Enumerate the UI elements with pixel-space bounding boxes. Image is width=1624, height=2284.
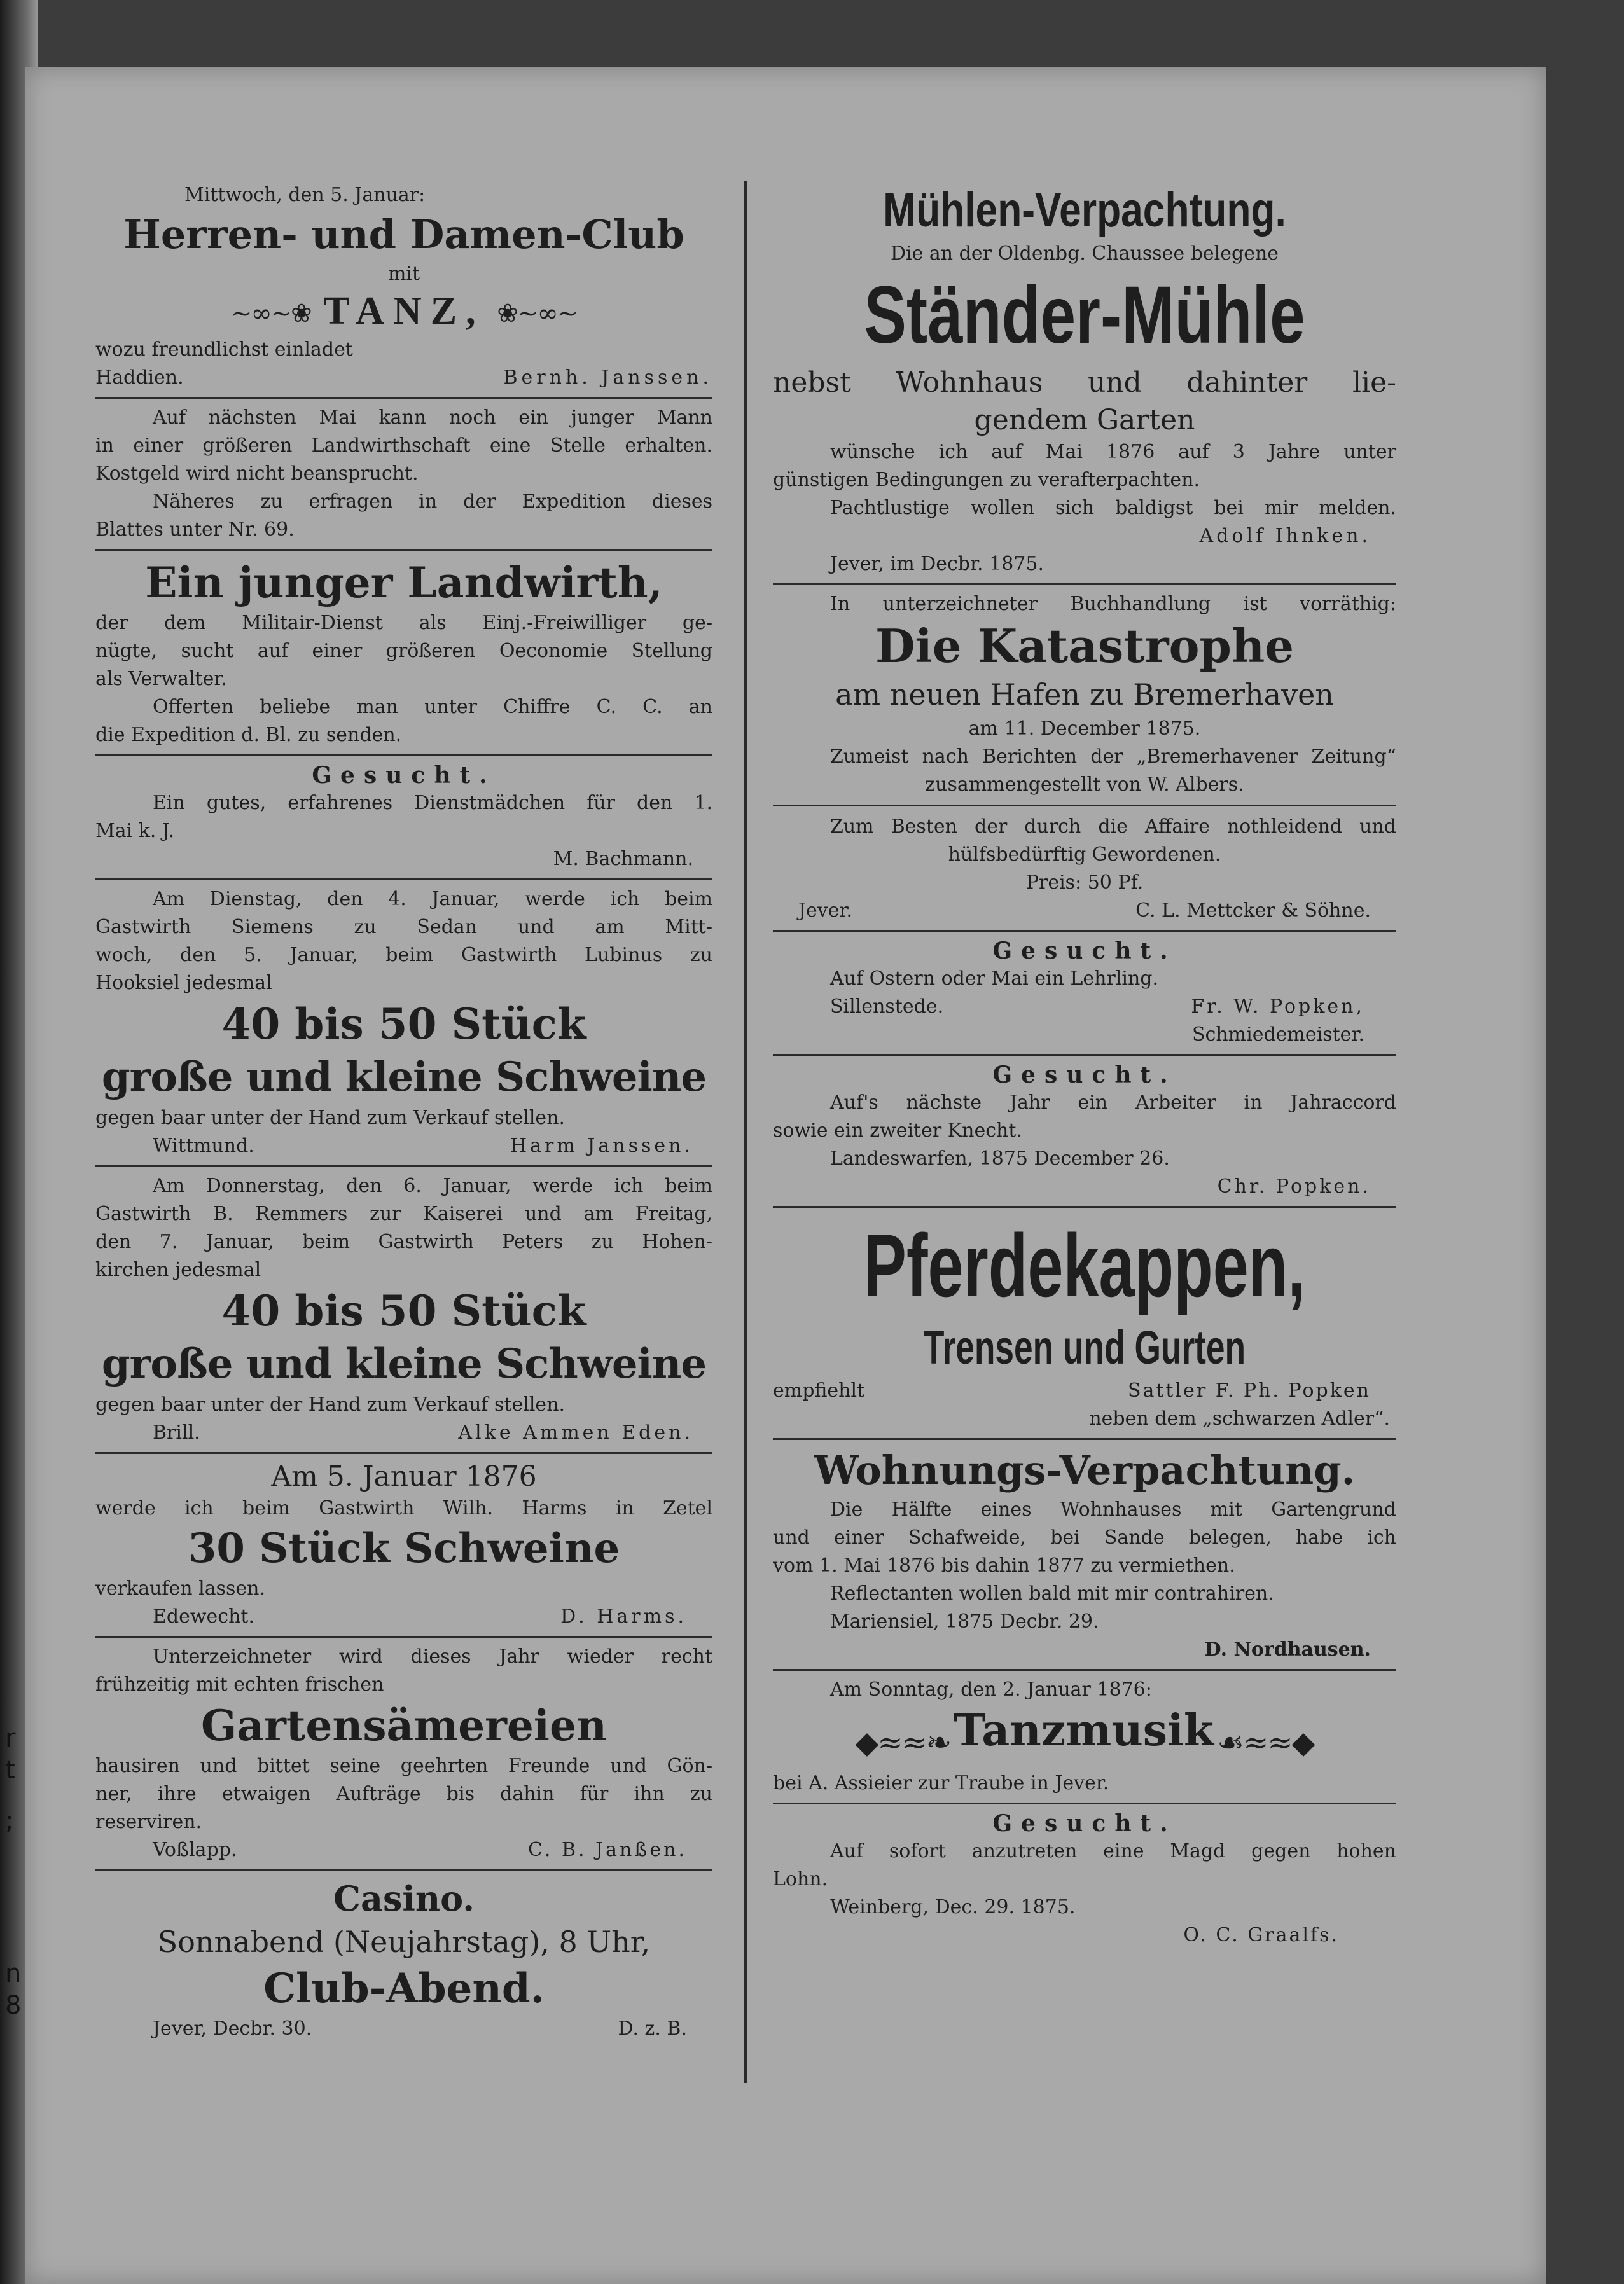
- schweine-line: den 7. Januar, beim Gastwirth Peters zu Hohen-: [95, 1230, 712, 1253]
- column-rule: [744, 181, 747, 2083]
- edge-mark: t: [5, 1755, 15, 1785]
- divider: [773, 805, 1396, 806]
- ad-schweine-3: [95, 1459, 712, 1631]
- schweine-line: Am Dienstag, den 4. Januar, werde ich beim: [153, 887, 712, 910]
- pferde-title: Pferdekappen,: [863, 1215, 1306, 1315]
- ornament-icon: ◆≈≈❧: [855, 1724, 951, 1761]
- schweine-sign-row: [95, 1419, 712, 1447]
- club-sign-row: [95, 364, 712, 392]
- garten-line: reserviren.: [95, 1810, 202, 1833]
- tanzmusik-title-row: [773, 1704, 1396, 1769]
- gesucht-signer: Fr. W. Popken,: [1191, 995, 1364, 1018]
- ad-tanzmusik: [773, 1676, 1396, 1797]
- schweine-line: kirchen jedesmal: [95, 1258, 261, 1281]
- garten-line: ner, ihre etwaigen Aufträge bis dahin für ihn zu: [95, 1782, 712, 1805]
- edge-mark: 8: [5, 1991, 22, 2020]
- club-tanz-row: [95, 288, 712, 336]
- landwirth-line: die Expedition d. Bl. zu senden.: [95, 723, 402, 746]
- ad-muehle: [773, 181, 1396, 578]
- stelle-line: Blattes unter Nr. 69.: [95, 518, 295, 541]
- katastrophe-date: am 11. December 1875.: [968, 717, 1201, 740]
- tanzmusik-title: Tanzmusik: [954, 1705, 1214, 1756]
- ornament-icon: ☙≈≈◆: [1217, 1724, 1314, 1761]
- pferde-sign-row: [773, 1377, 1396, 1405]
- wohnung-line: Die Hälfte eines Wohnhauses mit Gartengrund: [830, 1498, 1396, 1521]
- schweine-sign-row: [95, 1603, 712, 1631]
- ornament-icon: ❀~∞~: [497, 298, 578, 328]
- garten-signer: C. B. Janßen.: [528, 1838, 687, 1861]
- wohnung-signer: D. Nordhausen.: [1204, 1638, 1371, 1661]
- gesucht-line: sowie ein zweiter Knecht.: [773, 1119, 1022, 1142]
- katastrophe-line: Zum Besten der durch die Affaire nothleidend und: [830, 815, 1396, 838]
- divider: [95, 1452, 712, 1454]
- ad-gesucht-1: [95, 761, 712, 873]
- muehle-line: gendem Garten: [974, 404, 1195, 436]
- schweine-line: Gastwirth Siemens zu Sedan und am Mitt-: [95, 915, 712, 938]
- gesucht-role: Schmiedemeister.: [1191, 1023, 1364, 1046]
- divider: [95, 1869, 712, 1871]
- ad-schweine-1: [95, 885, 712, 1160]
- gesucht-title: Gesucht.: [992, 1062, 1177, 1088]
- landwirth-line: der dem Militair-Dienst als Einj.-Freiwilliger ge-: [95, 611, 712, 634]
- katastrophe-place: Jever.: [798, 899, 853, 922]
- schweine-line: verkaufen lassen.: [95, 1577, 266, 1600]
- gesucht-place: Landeswarfen, 1875 December 26.: [830, 1147, 1170, 1170]
- divider: [773, 583, 1396, 585]
- club-tanz: TANZ,: [323, 289, 485, 333]
- muehle-title: Mühlen-Verpachtung.: [883, 183, 1286, 237]
- muehle-signer: Adolf Ihnken.: [1199, 525, 1371, 547]
- schweine-count: 30 Stück Schweine: [188, 1524, 620, 1572]
- divider: [773, 1669, 1396, 1671]
- katastrophe-sign-row: [773, 897, 1396, 925]
- ad-schweine-2: [95, 1172, 712, 1447]
- muehle-line: Die an der Oldenbg. Chaussee belegene: [890, 242, 1279, 265]
- ad-wohnung: [773, 1445, 1396, 1664]
- club-mit: mit: [387, 263, 420, 285]
- ad-pferdekappen: [773, 1213, 1396, 1433]
- muehle-line: günstigen Bedingungen zu verafterpachten.: [773, 469, 1200, 491]
- schweine-line: Hooksiel jedesmal: [95, 971, 272, 994]
- schweine-line: Gastwirth B. Remmers zur Kaiserei und am Freitag,: [95, 1202, 712, 1225]
- schweine-line: Am Donnerstag, den 6. Januar, werde ich beim: [153, 1174, 712, 1197]
- divider: [773, 1054, 1396, 1056]
- gesucht-line: Lohn.: [773, 1867, 828, 1890]
- ornament-icon: ~∞~❀: [230, 298, 311, 328]
- schweine-kind: große und kleine Schweine: [101, 1339, 707, 1388]
- pferde-subtitle: Trensen und Gurten: [923, 1321, 1246, 1374]
- schweine-sign-row: [95, 1132, 712, 1160]
- divider: [95, 1165, 712, 1167]
- divider: [95, 1636, 712, 1638]
- club-title: Herren- und Damen-Club: [123, 211, 684, 258]
- katastrophe-subtitle: am neuen Hafen zu Bremerhaven: [835, 677, 1334, 712]
- gesucht-line: Auf sofort anzutreten eine Magd gegen hohen: [830, 1839, 1396, 1862]
- wohnung-line: Reflectanten wollen bald mit mir contrahiren.: [830, 1582, 1274, 1605]
- divider: [773, 930, 1396, 932]
- club-place: Haddien.: [95, 366, 184, 389]
- gesucht-title: Gesucht.: [992, 1810, 1177, 1837]
- gesucht-place: Sillenstede.: [830, 995, 944, 1018]
- divider: [773, 1438, 1396, 1440]
- schweine-signer: Harm Janssen.: [510, 1134, 693, 1157]
- garten-line: frühzeitig mit echten frischen: [95, 1673, 384, 1696]
- muehle-line: wünsche ich auf Mai 1876 auf 3 Jahre unter: [830, 441, 1396, 463]
- wohnung-line: vom 1. Mai 1876 bis dahin 1877 zu vermiethen.: [773, 1554, 1235, 1577]
- stelle-line: Auf nächsten Mai kann noch ein junger Mann: [153, 406, 712, 429]
- katastrophe-line: Zumeist nach Berichten der „Bremerhavener Zeitung“: [830, 745, 1396, 768]
- schweine-count: 40 bis 50 Stück: [221, 1285, 586, 1336]
- katastrophe-title: Die Katastrophe: [875, 619, 1294, 673]
- edge-mark: ;: [5, 1806, 14, 1836]
- stelle-line: Kostgeld wird nicht beansprucht.: [95, 462, 419, 485]
- schweine-line: gegen baar unter der Hand zum Verkauf stellen.: [95, 1393, 566, 1416]
- pferde-line: empfiehlt: [773, 1380, 865, 1402]
- casino-place: Jever, Decbr. 30.: [153, 2017, 312, 2040]
- ad-gesucht-4: [773, 1810, 1396, 1949]
- wohnung-place: Mariensiel, 1875 Decbr. 29.: [830, 1610, 1099, 1633]
- gesucht-title: Gesucht.: [312, 761, 496, 789]
- gesucht-signer: O. C. Graalfs.: [1183, 1923, 1339, 1946]
- garten-sign-row: [95, 1836, 712, 1864]
- muehle-line: Pachtlustige wollen sich baldigst bei mir melden.: [830, 497, 1396, 519]
- divider: [95, 878, 712, 880]
- ad-casino: [95, 1876, 712, 2043]
- muehle-place: Jever, im Decbr. 1875.: [830, 553, 1044, 575]
- ad-landwirth: [95, 556, 712, 749]
- right-column: [773, 181, 1396, 1949]
- casino-line: Sonnabend (Neujahrstag), 8 Uhr,: [157, 1924, 651, 1959]
- gesucht-signer: M. Bachmann.: [553, 847, 693, 870]
- gesucht-line: Auf Ostern oder Mai ein Lehrling.: [830, 967, 1159, 990]
- ad-gesucht-2: [773, 937, 1396, 1049]
- pferde-signer: Sattler F. Ph. Popken: [1127, 1380, 1371, 1402]
- katastrophe-line: zusammengestellt von W. Albers.: [925, 773, 1244, 796]
- ad-stelle: [95, 404, 712, 544]
- katastrophe-line: In unterzeichneter Buchhandlung ist vorräthig:: [830, 593, 1396, 615]
- gesucht-line: Mai k. J.: [95, 819, 175, 842]
- gesucht-signer: Chr. Popken.: [1217, 1175, 1371, 1198]
- casino-sign-row: [95, 2015, 712, 2043]
- stelle-line: in einer größeren Landwirthschaft eine Stelle erhalten.: [95, 434, 712, 457]
- landwirth-line: Offerten beliebe man unter Chiffre C. C. an: [153, 695, 712, 718]
- casino-signer: D. z. B.: [618, 2017, 687, 2040]
- garten-title: Gartensämereien: [201, 1700, 607, 1750]
- schweine-line: woch, den 5. Januar, beim Gastwirth Lubinus zu: [95, 943, 712, 966]
- edge-mark: r: [5, 1724, 16, 1753]
- divider: [95, 549, 712, 551]
- garten-line: Unterzeichneter wird dieses Jahr wieder recht: [153, 1645, 712, 1668]
- garten-place: Voßlapp.: [153, 1838, 237, 1861]
- schweine-signer: Alke Ammen Eden.: [458, 1421, 693, 1444]
- katastrophe-line: hülfsbedürftig Gewordenen.: [948, 843, 1221, 866]
- ad-club: [95, 181, 712, 392]
- katastrophe-signer: C. L. Mettcker & Söhne.: [1135, 899, 1371, 922]
- divider: [773, 1803, 1396, 1804]
- schweine-signer: D. Harms.: [560, 1605, 687, 1628]
- wohnung-title: Wohnungs-Verpachtung.: [814, 1447, 1356, 1493]
- landwirth-line: als Verwalter.: [95, 667, 227, 690]
- tanzmusik-line: bei A. Assieier zur Traube in Jever.: [773, 1771, 1109, 1794]
- landwirth-title: Ein junger Landwirth,: [145, 557, 663, 607]
- club-signer: Bernh. Janssen.: [503, 366, 712, 389]
- pferde-line: neben dem „schwarzen Adler“.: [1089, 1408, 1390, 1430]
- landwirth-line: nügte, sucht auf einer größeren Oeconomie Stellung: [95, 639, 712, 662]
- left-column: [95, 181, 712, 2043]
- club-date: Mittwoch, den 5. Januar:: [184, 184, 426, 206]
- ad-katastrophe: [773, 590, 1396, 925]
- katastrophe-price: Preis: 50 Pf.: [1025, 871, 1144, 894]
- casino-title: Casino.: [333, 1878, 475, 1919]
- schweine-line: gegen baar unter der Hand zum Verkauf stellen.: [95, 1106, 566, 1129]
- garten-line: hausiren und bittet seine geehrten Freunde und Gön-: [95, 1754, 712, 1777]
- stelle-line: Näheres zu erfragen in der Expedition dieses: [153, 490, 712, 513]
- schweine-count: 40 bis 50 Stück: [221, 999, 586, 1049]
- divider: [95, 397, 712, 399]
- schweine-line: werde ich beim Gastwirth Wilh. Harms in Zetel: [95, 1497, 712, 1519]
- schweine-place: Brill.: [153, 1421, 200, 1444]
- schweine-kind: große und kleine Schweine: [101, 1053, 707, 1101]
- club-invite: wozu freundlichst einladet: [95, 338, 353, 361]
- divider: [773, 1206, 1396, 1208]
- schweine-place: Edewecht.: [153, 1605, 255, 1628]
- edge-mark: n: [5, 1959, 22, 1988]
- tanzmusik-date: Am Sonntag, den 2. Januar 1876:: [830, 1678, 1152, 1701]
- gesucht-place: Weinberg, Dec. 29. 1875.: [830, 1895, 1076, 1918]
- gesucht-line: Auf's nächste Jahr ein Arbeiter in Jahraccord: [830, 1091, 1396, 1114]
- casino-event: Club-Abend.: [263, 1964, 545, 2012]
- schweine-place: Wittmund.: [153, 1134, 254, 1157]
- gesucht-line: Ein gutes, erfahrenes Dienstmädchen für den 1.: [153, 791, 712, 814]
- ad-gesucht-3: [773, 1061, 1396, 1201]
- ad-garten: [95, 1643, 712, 1864]
- wohnung-line: und einer Schafweide, bei Sande belegen, habe ich: [773, 1526, 1396, 1549]
- schweine-date: Am 5. Januar 1876: [271, 1460, 537, 1493]
- muehle-name: Ständer-Mühle: [864, 270, 1305, 361]
- gesucht-sign-row: [773, 993, 1396, 1021]
- gesucht-title: Gesucht.: [992, 938, 1177, 964]
- divider: [95, 754, 712, 756]
- muehle-line: nebst Wohnhaus und dahinter lie-: [773, 366, 1396, 399]
